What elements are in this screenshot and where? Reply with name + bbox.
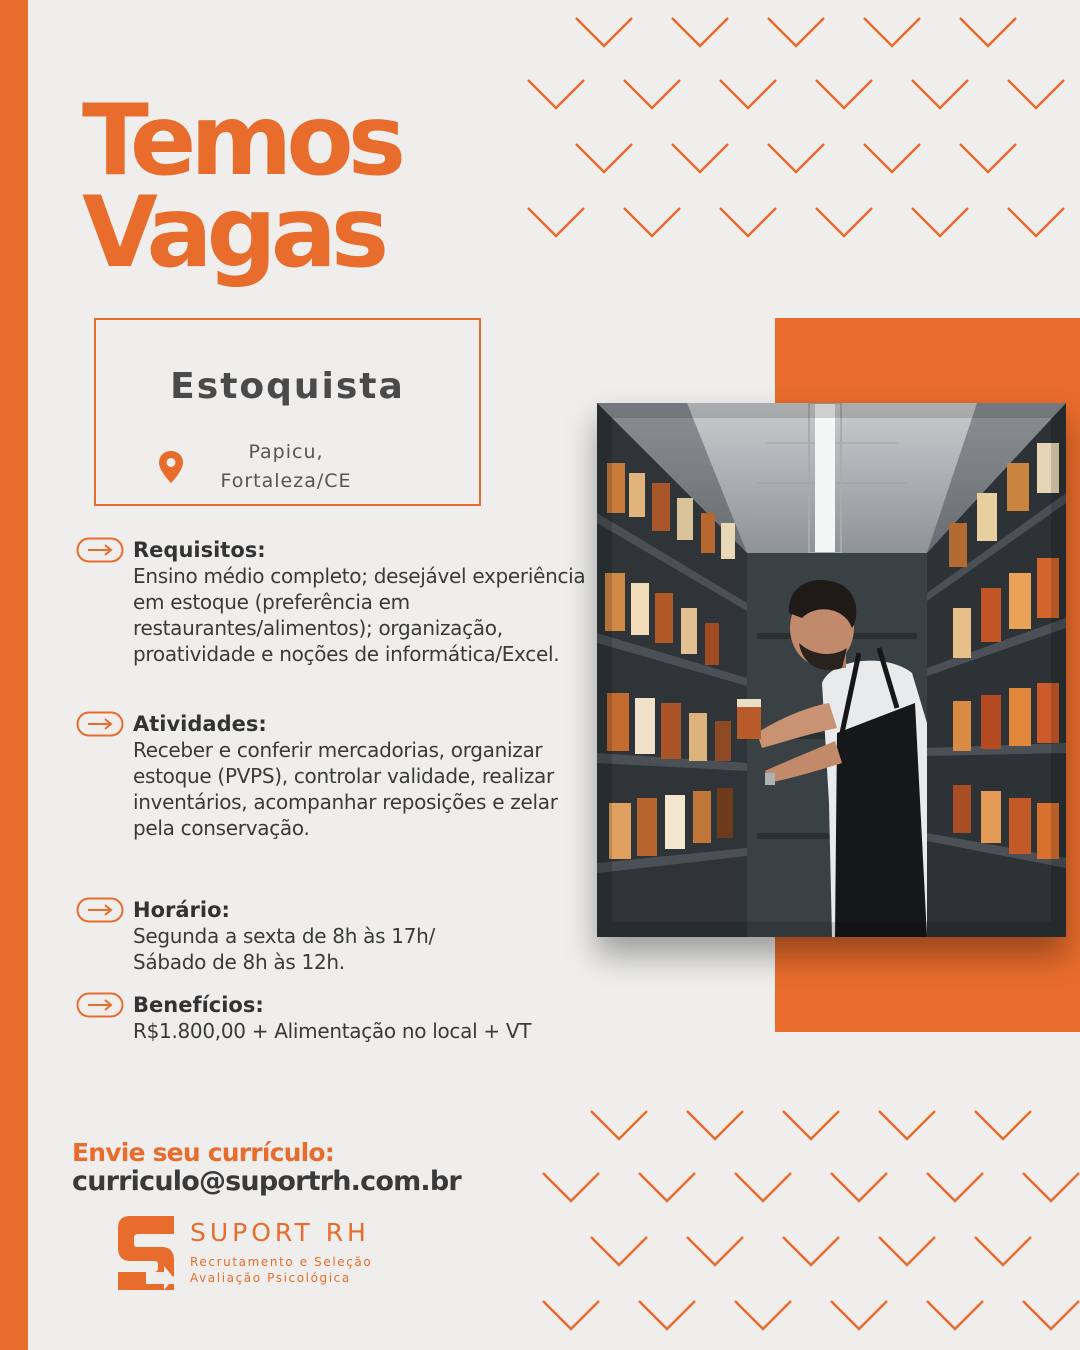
chevron-pattern-bottom xyxy=(535,1105,1080,1350)
location-line2: Fortaleza/CE xyxy=(220,470,352,492)
section-heading: Horário: xyxy=(133,898,230,922)
logo-name: SUPORT RH xyxy=(190,1218,370,1247)
job-location xyxy=(196,438,376,496)
location-line1: Papicu, xyxy=(248,441,324,463)
suport-rh-logo-icon xyxy=(116,1214,176,1292)
section-heading: Benefícios: xyxy=(133,993,264,1017)
section-body: Receber e conferir mercadorias, organizar estoque (PVPS), controlar validade, realizar inventários, acompanhar reposições e zelar pela conservação. xyxy=(133,738,558,840)
job-card xyxy=(94,318,481,506)
arrow-right-icon xyxy=(76,897,124,923)
headline-line1: Temos xyxy=(82,84,401,198)
section-body: Segunda a sexta de 8h às 17h/ Sábado de 8h às 12h. xyxy=(133,924,435,974)
section-heading: Requisitos: xyxy=(133,538,266,562)
cta-email[interactable]: curriculo@suportrh.com.br xyxy=(72,1166,461,1197)
section-body: Ensino médio completo; desejável experiência em estoque (preferência em restaurantes/alimentos); organização, proatividade e noções de informática/Excel. xyxy=(133,564,586,666)
section-atividades xyxy=(76,711,586,871)
logo-tagline-1: Recrutamento e Seleção xyxy=(190,1255,373,1269)
section-heading: Atividades: xyxy=(133,712,267,736)
section-beneficios xyxy=(76,992,586,1072)
cta-label: Envie seu currículo: xyxy=(72,1138,334,1167)
headline xyxy=(82,84,401,290)
section-body: R$1.800,00 + Alimentação no local + VT xyxy=(133,1019,532,1043)
stockroom-worker-photo xyxy=(597,403,1066,937)
logo-tagline-2: Avaliação Psicológica xyxy=(190,1271,351,1285)
logo-tagline xyxy=(190,1254,372,1286)
headline-line2: Vagas xyxy=(82,176,384,290)
map-pin-icon xyxy=(158,450,184,484)
section-horario xyxy=(76,897,586,977)
left-accent-bar xyxy=(0,0,28,1350)
chevron-pattern-top xyxy=(520,10,1080,250)
job-title: Estoquista xyxy=(170,366,405,407)
section-requisitos xyxy=(76,537,586,697)
arrow-right-icon xyxy=(76,992,124,1018)
arrow-right-icon xyxy=(76,711,124,737)
arrow-right-icon xyxy=(76,537,124,563)
